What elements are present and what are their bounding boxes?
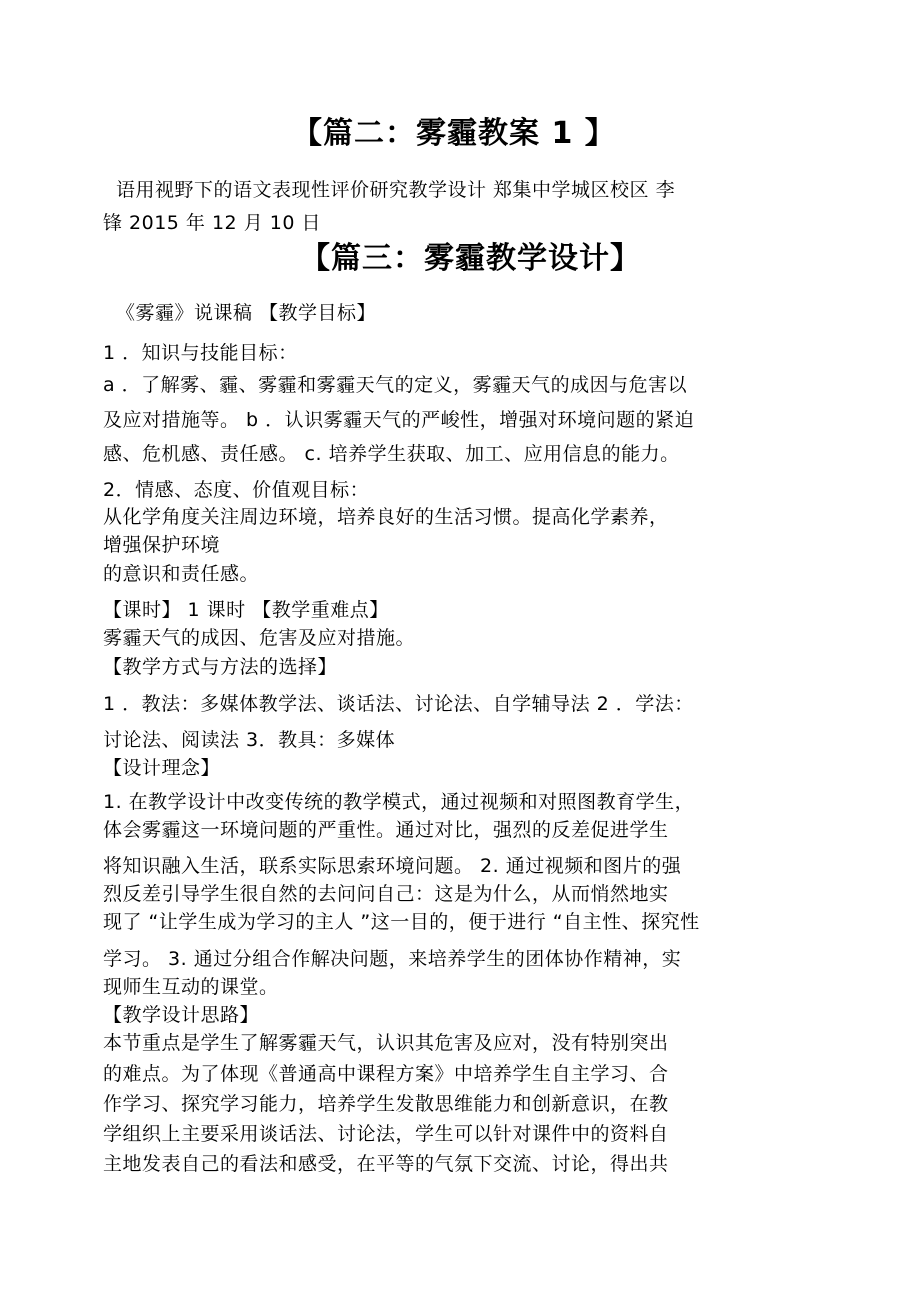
section-title-3: 【篇三：雾霾教学设计】 [300, 241, 641, 276]
body-line: 《雾霾》说课稿 【教学目标】 [116, 302, 377, 324]
body-line: 作学习、探究学习能力，培养学生发散思维能力和创新意识，在教 [103, 1093, 669, 1115]
body-line: 1 ．知识与技能目标： [103, 342, 298, 364]
body-line: 烈反差引导学生很自然的去问问自己：这是为什么，从而悄然地实 [103, 883, 669, 905]
body-line: 感、危机感、责任感。 c. 培养学生获取、加工、应用信息的能力。 [103, 443, 680, 465]
body-line: 1. 在教学设计中改变传统的教学模式，通过视频和对照图教育学生， [103, 791, 695, 813]
body-line: 【设计理念】 [103, 757, 221, 779]
body-line: 【教学方式与方法的选择】 [103, 656, 338, 678]
body-line: 的意识和责任感。 [103, 563, 260, 585]
body-line: 现师生互动的课堂。 [103, 976, 279, 998]
body-line: 学习。 3. 通过分组合作解决问题，来培养学生的团体协作精神，实 [103, 948, 682, 970]
body-line: 从化学角度关注周边环境，培养良好的生活习惯。提高化学素养， [103, 506, 669, 528]
body-line: 学组织上主要采用谈话法、讨论法，学生可以针对课件中的资料自 [103, 1123, 669, 1145]
section-title-2: 【篇二：雾霾教案 1 】 [292, 116, 616, 151]
body-line: 主地发表自己的看法和感受，在平等的气氛下交流、讨论，得出共 [103, 1153, 669, 1175]
body-line: 雾霾天气的成因、危害及应对措施。 [103, 627, 416, 649]
body-line: 【教学设计思路】 [103, 1004, 260, 1026]
body-line: 【课时】 1 课时 【教学重难点】 [103, 599, 389, 621]
body-line: a ．了解雾、霾、雾霾和雾霾天气的定义，雾霾天气的成因与危害以 [103, 374, 688, 396]
body-line: 1 ．教法：多媒体教学法、谈话法、讨论法、自学辅导法 2 ．学法： [103, 693, 694, 715]
body-line: 现了 “让学生成为学习的主人 ”这一目的，便于进行 “自主性、探究性 [103, 911, 700, 933]
body-line: 体会雾霾这一环境问题的严重性。通过对比，强烈的反差促进学生 [103, 819, 669, 841]
body-line: 讨论法、阅读法 3．教具：多媒体 [103, 729, 396, 751]
body-line: 将知识融入生活，联系实际思索环境问题。 2. 通过视频和图片的强 [103, 855, 682, 877]
body-line: 的难点。为了体现《普通高中课程方案》中培养学生自主学习、合 [103, 1063, 669, 1085]
body-line: 2．情感、态度、价值观目标： [103, 479, 370, 501]
header-line-1: 语用视野下的语文表现性评价研究教学设计 郑集中学城区校区 李 [116, 179, 676, 201]
body-line: 及应对措施等。 b ．认识雾霾天气的严峻性，增强对环境问题的紧迫 [103, 409, 695, 431]
header-line-2: 锋 2015 年 12 月 10 日 [103, 212, 321, 234]
body-line: 本节重点是学生了解雾霾天气，认识其危害及应对，没有特别突出 [103, 1032, 669, 1054]
body-line: 增强保护环境 [103, 534, 221, 556]
